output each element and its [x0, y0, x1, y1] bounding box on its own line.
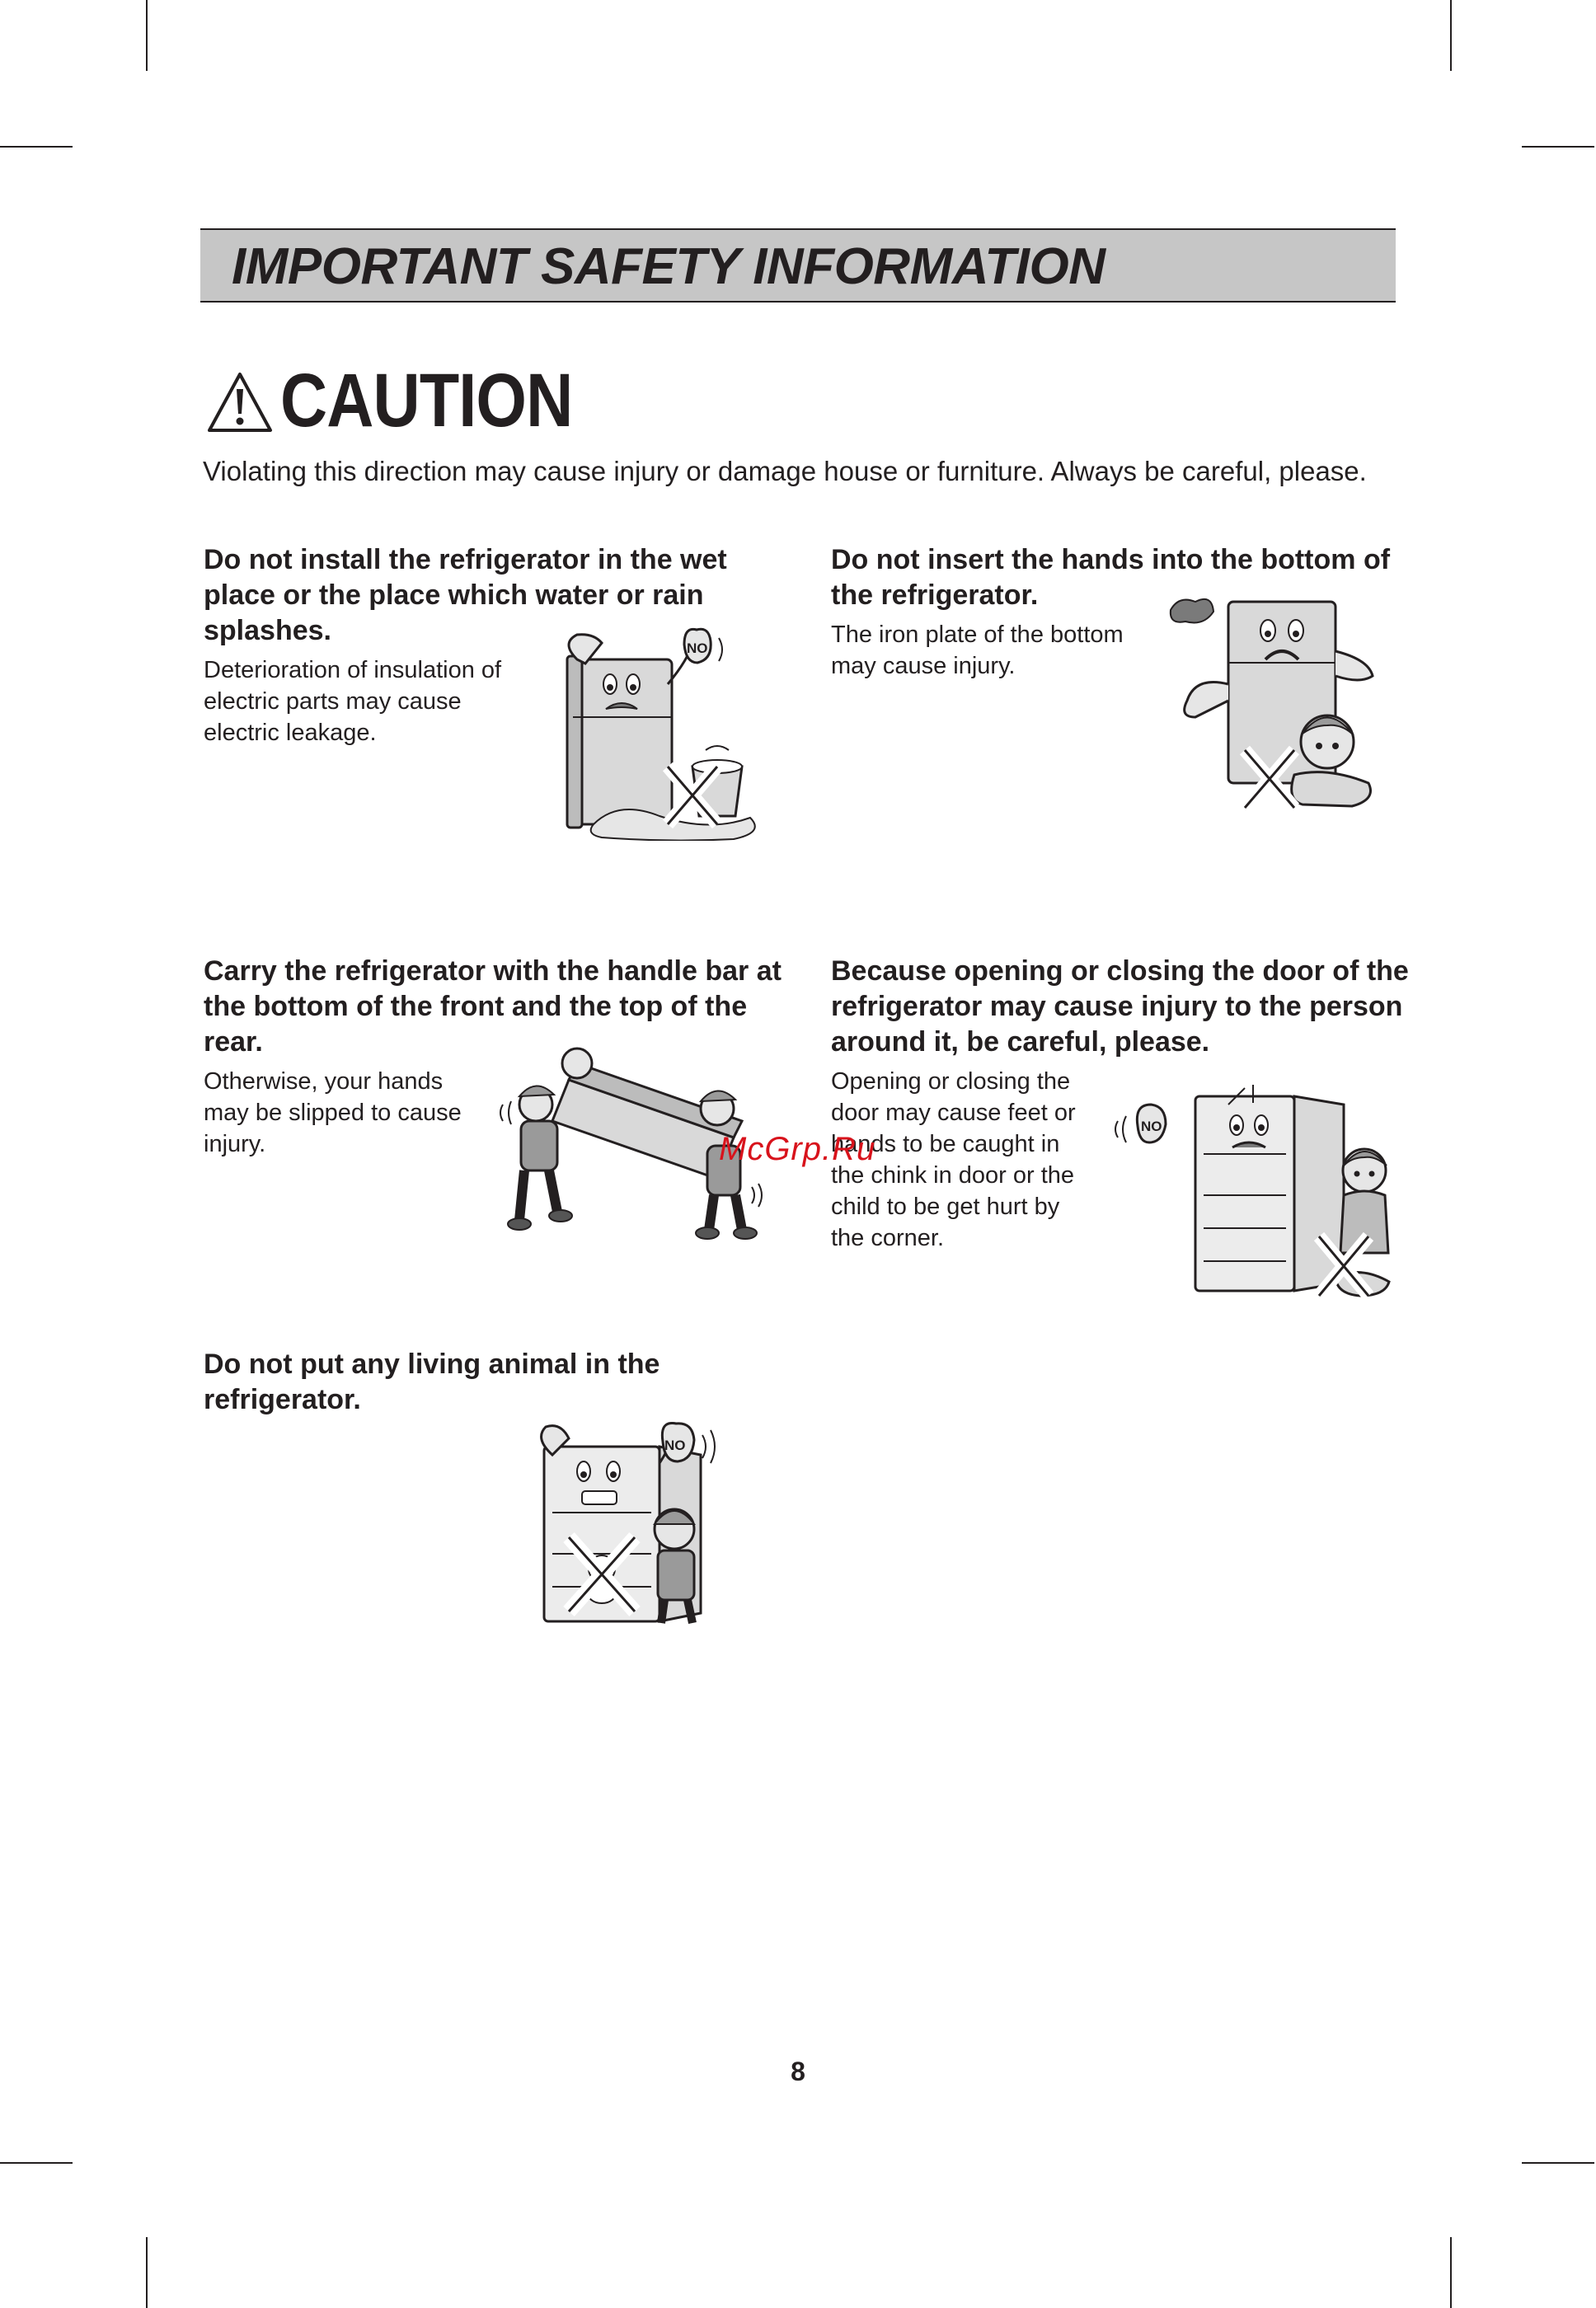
crop-mark — [1450, 2237, 1452, 2308]
section-title: Carry the refrigerator with the handle bar at the bottom of the front and the top of the rear. — [204, 955, 782, 1058]
warning-triangle-icon — [206, 371, 274, 434]
svg-text:NO: NO — [1141, 1119, 1162, 1134]
svg-text:NO: NO — [687, 640, 708, 656]
crop-mark — [146, 2237, 148, 2308]
door-pinch-illustration-icon — [1113, 1080, 1401, 1302]
caution-intro: Violating this direction may cause injury or damage house or furniture. Always be careful, please. — [203, 456, 1367, 486]
animal-in-fridge-illustration-icon — [528, 1422, 742, 1628]
page-title: IMPORTANT SAFETY INFORMATION — [232, 238, 1105, 295]
header-band — [200, 228, 1396, 303]
section-body: Otherwise, your hands may be slipped to cause injury. — [204, 1068, 462, 1157]
crop-mark — [1522, 146, 1594, 148]
section-body: Opening or closing the door may cause feet or hands to be caught in the chink in door or the child to be get hurt by the corner. — [831, 1068, 1076, 1251]
caution-heading: CAUTION — [280, 359, 573, 443]
crop-mark — [1522, 2162, 1594, 2164]
section-body: Deterioration of insulation of electric parts may cause electric leakage. — [204, 657, 502, 746]
crop-mark — [0, 146, 73, 148]
watermark: McGrp.Ru — [719, 1131, 876, 1167]
section-body: The iron plate of the bottom may cause injury. — [831, 622, 1124, 679]
page-number: 8 — [791, 2057, 805, 2086]
section-title: Do not put any living animal in the refrigerator. — [204, 1349, 660, 1415]
section-title: Do not insert the hands into the bottom of the refrigerator. — [831, 544, 1391, 611]
crop-mark — [146, 0, 148, 71]
hands-under-fridge-illustration-icon — [1162, 593, 1393, 824]
crop-mark — [1450, 0, 1452, 71]
wet-place-illustration-icon — [544, 626, 767, 841]
svg-text:NO: NO — [664, 1438, 686, 1453]
crop-mark — [0, 2162, 73, 2164]
section-title: Because opening or closing the door of the refrigerator may cause injury to the person around it, be careful, please. — [831, 955, 1409, 1058]
section-title: Do not install the refrigerator in the wet place or the place which water or rain splashes. — [204, 544, 727, 646]
caution-heading-row — [206, 359, 783, 443]
